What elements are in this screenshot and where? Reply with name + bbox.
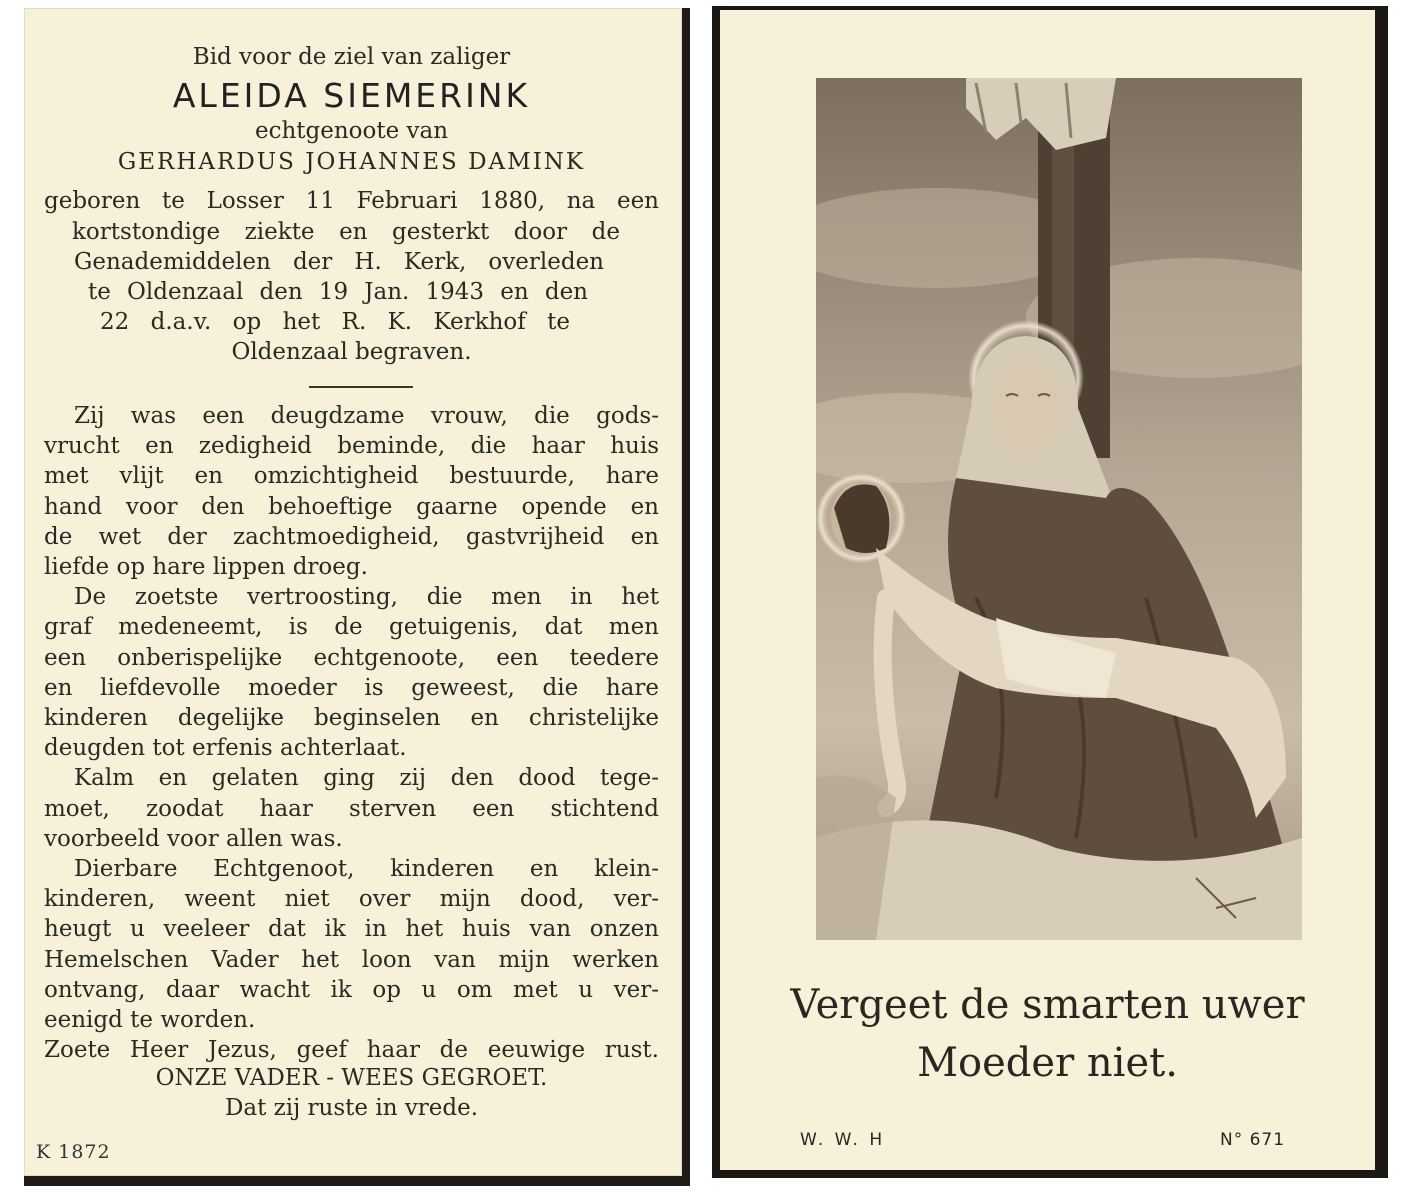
detail-line: Genademiddelen der H. Kerk, overleden — [74, 249, 604, 275]
eulogy-line: graf medeneemt, is de getuigenis, dat men — [44, 614, 659, 641]
card-number: N° 671 — [1220, 1130, 1286, 1150]
deceased-name: ALEIDA SIEMERINK — [172, 76, 531, 115]
eulogy-line: ontvang, daar wacht ik op u om met u ver- — [44, 976, 659, 1003]
prayer-card-text-side — [24, 8, 682, 1176]
publisher-mark: W. W. H — [800, 1130, 886, 1150]
card-edge-right — [682, 8, 690, 1176]
eulogy-line: Kalm en gelaten ging zij den dood tege- — [74, 765, 659, 792]
eulogy-line: liefde op hare lippen droeg. — [44, 554, 368, 580]
eulogy-line: Zoete Heer Jezus, geef haar de eeuwige rust. — [44, 1037, 659, 1064]
pieta-illustration — [816, 78, 1302, 940]
detail-line: te Oldenzaal den 19 Jan. 1943 en den — [88, 279, 588, 305]
caption-line-2: Moeder niet. — [917, 1040, 1178, 1086]
detail-line: kortstondige ziekte en gesterkt door de — [72, 219, 620, 245]
eulogy-line: eenigd te worden. — [44, 1007, 256, 1033]
closing-line: Dat zij ruste in vrede. — [224, 1095, 479, 1121]
detail-line: 22 d.a.v. op het R. K. Kerkhof te — [100, 309, 570, 335]
intro-line: Bid voor de ziel van zaliger — [192, 44, 511, 70]
relation-line: echtgenoote van — [254, 118, 449, 144]
eulogy-line: deugden tot erfenis achterlaat. — [44, 735, 407, 762]
eulogy-line: kinderen, weent niet over mijn dood, ver- — [44, 886, 659, 913]
eulogy-line: moet, zoodat haar sterven een stichtend — [44, 795, 659, 822]
caption-line-1: Vergeet de smarten uwer — [790, 982, 1305, 1028]
eulogy-line: voorbeeld voor allen was. — [44, 825, 343, 852]
detail-line: geboren te Losser 11 Februari 1880, na een — [44, 188, 659, 214]
eulogy-line: en liefdevolle moeder is geweest, die hare — [44, 674, 659, 701]
detail-line: Oldenzaal begraven. — [231, 339, 472, 365]
prayer-card-image-side — [712, 6, 1388, 1178]
card-paper — [720, 10, 1375, 1170]
divider-rule — [309, 386, 413, 388]
eulogy-line: Dierbare Echtgenoot, kinderen en klein- — [74, 856, 659, 882]
prayer-line: ONZE VADER - WEES GEGROET. — [155, 1065, 548, 1091]
eulogy-line: vrucht en zedigheid beminde, die haar huis — [44, 433, 659, 460]
eulogy-line: de wet der zachtmoedigheid, gastvrijheid en — [44, 523, 659, 550]
card-edge-bottom — [24, 1176, 690, 1186]
eulogy-line: een onberispelijke echtgenoote, een teedere — [44, 644, 659, 671]
eulogy-line: hand voor den behoeftige gaarne opende en — [44, 493, 659, 520]
eulogy-line: Zij was een deugdzame vrouw, die gods- — [74, 403, 659, 429]
eulogy-line: Hemelschen Vader het loon van mijn werken — [44, 946, 659, 973]
eulogy-line: De zoetste vertroosting, die men in het — [74, 584, 659, 611]
spouse-name: GERHARDUS JOHANNES DAMINK — [117, 149, 586, 175]
eulogy-line: kinderen degelijke beginselen en christelijke — [44, 705, 659, 731]
eulogy-line: heugt u veeleer dat ik in het huis van onzen — [44, 916, 659, 943]
eulogy-line: met vlijt en omzichtigheid bestuurde, hare — [44, 463, 659, 490]
catalog-number: K 1872 — [36, 1141, 111, 1163]
